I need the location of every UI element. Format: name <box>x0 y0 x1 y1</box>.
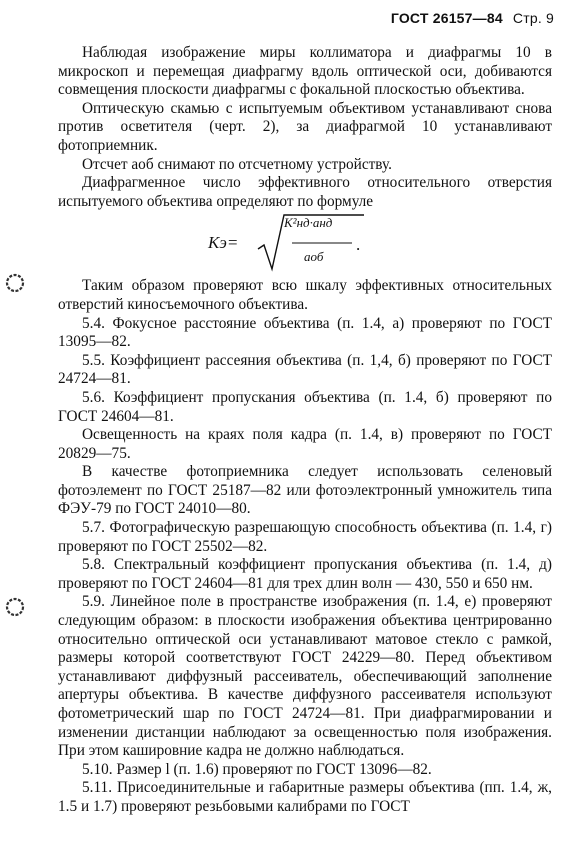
formula-end: . <box>356 235 361 255</box>
document-body <box>58 44 552 817</box>
paragraph: 5.9. Линейное поле в пространстве изображения (п. 1.4, е) проверяют следующим образом: в плоскости изображения объектива центрированно относительно оптической оси устанавливают матовое стекло с рамкой, размеры которой соответствуют ГОСТ 24229—80. Перед объективом устанавливают диффузный рассеиватель, обеспечивающий заполнение апертуры объектива. В качестве диффузного рассеивателя используют фотометрический шар по ГОСТ 24724—81. При диафрагмировании и изменении дистанции наблюдают за освещенностью поля изображения. При этом кашировние кадра не должно наблюдаться. <box>58 593 552 760</box>
formula-lhs: Kэ= <box>208 233 239 253</box>
binding-hole-icon <box>4 272 26 294</box>
page-number: Стр. 9 <box>512 10 554 26</box>
binding-hole-icon <box>4 596 26 618</box>
paragraph: Оптическую скамью с испытуемым объективом устанавливают снова против осветителя (черт. 2), за диафрагмой 10 устанавливают фотоприемник. <box>58 99 552 154</box>
paragraph: 5.8. Спектральный коэффициент пропускания объектива (п. 1.4, д) проверяют по ГОСТ 24604—81 для трех длин волн — 430, 550 и 650 нм. <box>58 556 552 592</box>
formula-denominator: aоб <box>304 249 324 265</box>
paragraph: 5.6. Коэффициент пропускания объектива (п. 1.4, б) проверяют по ГОСТ 24604—81. <box>58 388 552 425</box>
paragraph: Освещенность на краях поля кадра (п. 1.4, в) проверяют по ГОСТ 20829—75. <box>58 426 552 462</box>
formula <box>58 211 552 277</box>
paragraph: Таким образом проверяют всю шкалу эффективных относительных отверстий киносъемочного объектива. <box>58 277 552 313</box>
paragraph: В качестве фотоприемника следует использовать селеновый фотоэлемент по ГОСТ 25187—82 или фотоэлектронный умножитель типа ФЭУ-79 по ГОСТ 24010—80. <box>58 463 552 518</box>
paragraph: 5.4. Фокусное расстояние объектива (п. 1.4, а) проверяют по ГОСТ 13095—82. <box>58 314 552 351</box>
paragraph: Наблюдая изображение миры коллиматора и диафрагмы 10 в микроскоп и перемещая диафрагму вдоль оптической оси, добиваются совмещения плоскости диафрагмы с фокальной плоскостью объектива. <box>58 44 552 99</box>
paragraph: Отсчет aоб снимают по отсчетному устройству. <box>82 155 392 173</box>
paragraph: 5.10. Размер l (п. 1.6) проверяют по ГОСТ 13096—82. <box>82 760 432 778</box>
paragraph: 5.11. Присоединительные и габаритные размеры объектива (пп. 1.4, ж, 1.5 и 1.7) проверяют резьбовыми калибрами по ГОСТ <box>58 779 552 815</box>
formula-numerator: K²нд·aнд <box>284 215 333 231</box>
paragraph: Диафрагменное число эффективного относительного отверстия испытуемого объектива определяют по формуле <box>58 174 552 210</box>
standard-number: ГОСТ 26157—84 <box>390 10 503 26</box>
page-header <box>391 10 554 26</box>
paragraph: 5.7. Фотографическую разрешающую способность объектива (п. 1.4, г) проверяют по ГОСТ 25502—82. <box>58 519 552 555</box>
paragraph: 5.5. Коэффициент рассеяния объектива (п. 1,4, б) проверяют по ГОСТ 24724—81. <box>58 351 552 388</box>
